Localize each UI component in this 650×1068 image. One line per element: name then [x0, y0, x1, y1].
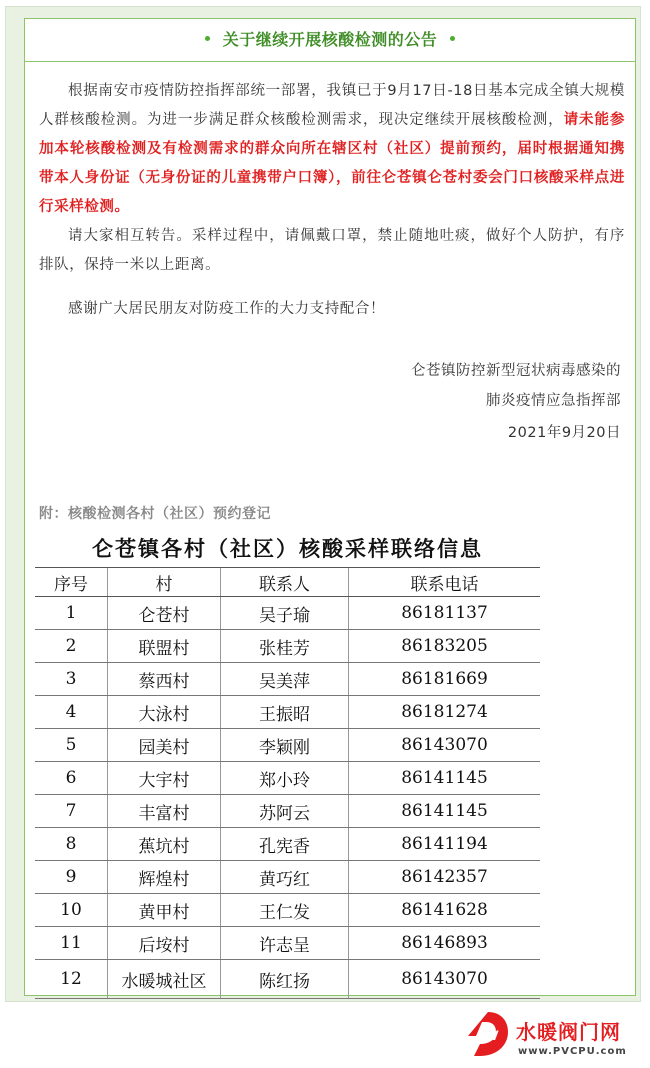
signature-line-1: 仑苍镇防控新型冠状病毒感染的: [411, 363, 621, 379]
row-village: 仑苍村: [108, 597, 221, 630]
row-phone: 86141628: [349, 894, 541, 927]
title-left-dot-icon: [205, 36, 210, 41]
row-index: 12: [35, 960, 108, 999]
row-village: 辉煌村: [108, 861, 221, 894]
row-phone: 86141194: [349, 828, 541, 861]
table-row: [35, 762, 540, 795]
outer-frame: [5, 6, 641, 1002]
table-row: [35, 795, 540, 828]
table-row: [35, 696, 540, 729]
title-divider: [25, 61, 635, 62]
table-header-row: [35, 568, 540, 597]
row-index: 4: [35, 696, 108, 729]
row-contact: 王振昭: [221, 696, 349, 729]
table-row: [35, 828, 540, 861]
watermark-brand: 水暖阀门网: [516, 1020, 621, 1044]
row-village: 后垵村: [108, 927, 221, 960]
table-caption: 仑苍镇各村（社区）核酸采样联络信息: [92, 536, 483, 561]
row-index: 3: [35, 663, 108, 696]
row-contact: 吴美萍: [221, 663, 349, 696]
table-row: [35, 597, 540, 630]
table-row: [35, 894, 540, 927]
table-row: [35, 960, 540, 999]
row-contact: 郑小玲: [221, 762, 349, 795]
row-contact: 王仁发: [221, 894, 349, 927]
row-village: 联盟村: [108, 630, 221, 663]
row-index: 6: [35, 762, 108, 795]
row-phone: 86143070: [349, 729, 541, 762]
row-village: 水暖城社区: [108, 960, 221, 999]
row-index: 5: [35, 729, 108, 762]
paragraph-1-text: 根据南安市疫情防控指挥部统一部署，我镇已于9月17日-18日基本完成全镇大规模人群核酸检测。为进一步满足群众核酸检测需求，现决定继续开展核酸检测，: [39, 83, 625, 128]
row-contact: 吴子瑜: [221, 597, 349, 630]
table-row: [35, 630, 540, 663]
row-phone: 86181137: [349, 597, 541, 630]
table-row: [35, 927, 540, 960]
header-phone: 联系电话: [349, 568, 541, 597]
row-phone: 86181669: [349, 663, 541, 696]
table-row: [35, 861, 540, 894]
announcement-card: [24, 18, 636, 996]
signature-line-2: 肺炎疫情应急指挥部: [486, 393, 621, 409]
paragraph-1: [39, 77, 625, 222]
row-village: 大宇村: [108, 762, 221, 795]
row-index: 11: [35, 927, 108, 960]
paragraph-3: 感谢广大居民朋友对防疫工作的大力支持配合！: [68, 301, 386, 317]
row-village: 大泳村: [108, 696, 221, 729]
row-village: 园美村: [108, 729, 221, 762]
row-contact: 许志呈: [221, 927, 349, 960]
row-village: 黄甲村: [108, 894, 221, 927]
row-index: 1: [35, 597, 108, 630]
row-index: 8: [35, 828, 108, 861]
row-phone: 86181274: [349, 696, 541, 729]
row-contact: 苏阿云: [221, 795, 349, 828]
row-index: 10: [35, 894, 108, 927]
header-contact: 联系人: [221, 568, 349, 597]
annex-label: 附：核酸检测各村（社区）预约登记: [39, 506, 271, 522]
title-bar: [25, 27, 635, 63]
watermark: [466, 1010, 646, 1068]
row-contact: 黄巧红: [221, 861, 349, 894]
paragraph-2: 请大家相互转告。采样过程中，请佩戴口罩，禁止随地吐痰，做好个人防护，有序排队，保持一米以上距离。: [39, 228, 625, 273]
row-phone: 86142357: [349, 861, 541, 894]
watermark-url: www.PVCPU.com: [518, 1046, 627, 1057]
row-index: 2: [35, 630, 108, 663]
announcement-title: 关于继续开展核酸检测的公告: [222, 30, 438, 49]
row-phone: 86141145: [349, 795, 541, 828]
header-village: 村: [108, 568, 221, 597]
row-contact: 张桂芳: [221, 630, 349, 663]
row-contact: 李颖刚: [221, 729, 349, 762]
table-row: [35, 663, 540, 696]
row-phone: 86183205: [349, 630, 541, 663]
table-row: [35, 729, 540, 762]
pv-logo-icon: [466, 1010, 510, 1058]
row-village: 蕉坑村: [108, 828, 221, 861]
signature-date: 2021年9月20日: [507, 425, 621, 441]
header-index: 序号: [35, 568, 108, 597]
row-phone: 86141145: [349, 762, 541, 795]
row-phone: 86143070: [349, 960, 541, 999]
row-index: 7: [35, 795, 108, 828]
row-index: 9: [35, 861, 108, 894]
row-contact: 陈红扬: [221, 960, 349, 999]
row-contact: 孔宪香: [221, 828, 349, 861]
row-village: 丰富村: [108, 795, 221, 828]
logo-letters: PV: [480, 1027, 499, 1043]
row-village: 蔡西村: [108, 663, 221, 696]
row-phone: 86146893: [349, 927, 541, 960]
contacts-table: [35, 527, 540, 999]
title-right-dot-icon: [450, 36, 455, 41]
paragraph-1-highlight: 请未能参加本轮核酸检测及有检测需求的群众向所在辖区村（社区）提前预约，届时根据通知携带本人身份证（无身份证的儿童携带户口簿），前往仑苍镇仑苍村委会门口核酸采样点进行采样检测。: [39, 112, 625, 215]
